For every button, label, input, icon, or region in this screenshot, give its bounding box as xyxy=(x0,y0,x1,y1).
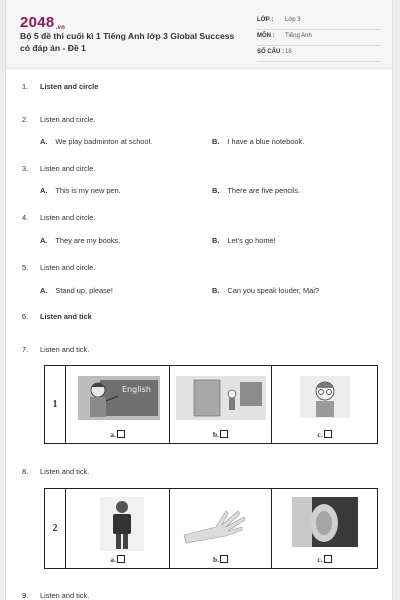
site-logo[interactable]: 2048.vn xyxy=(20,14,66,31)
question-5-option-a[interactable]: A. Stand up, please! xyxy=(40,286,113,295)
picture-cell-b[interactable] xyxy=(170,489,272,569)
question-5-option-b[interactable]: B. Can you speak louder, Mai? xyxy=(212,286,320,295)
option-b-caption: b. xyxy=(170,555,271,564)
checkbox-icon[interactable] xyxy=(220,555,228,563)
question-4-option-b[interactable]: B. Let's go home! xyxy=(212,236,276,245)
document-header xyxy=(6,0,392,69)
meta-question-count: SỐ CÂU : 18 xyxy=(257,46,381,62)
row-number: 2 xyxy=(45,489,66,569)
question-3-option-b[interactable]: B. There are five pencils. xyxy=(212,186,301,195)
picture-table-1 xyxy=(44,365,378,444)
option-c-caption: c. xyxy=(272,555,377,564)
checkbox-icon[interactable] xyxy=(324,430,332,438)
question-4-option-a[interactable]: A. They are my books. xyxy=(40,236,121,245)
checkbox-icon[interactable] xyxy=(324,555,332,563)
picture-table-2 xyxy=(44,488,378,569)
picture-cell-a[interactable] xyxy=(66,489,170,569)
document-page: 2048.vn Bộ 5 đề thi cuối kì 1 Tiếng Anh lớp 3 Global Success có đáp án - Đề 1 LỚP : Lớp 3 MÔN : Tiếng Anh SỐ CÂU : 18 1. Listen and circle 2. Listen and circle. A. We play badminton at school. B. I have a blue notebook. 3. Listen and circle. A. This is my new pen. B. There are five pencils. 4. Listen and circle. A. They are my books. B. Let's go home! 5. Listen and circle. A. Stand up, please! B. Can you speak louder, Mai? 6. Listen and tick 7. Listen and tick. 1 English a. b. c. 8. Listen and tick. 2 a. b. c. 9. Listen and tick. xyxy=(5,0,393,600)
boy-glasses-image xyxy=(300,376,350,418)
checkbox-icon[interactable] xyxy=(117,430,125,438)
picture-cell-c[interactable] xyxy=(272,366,378,444)
ear-image xyxy=(292,497,358,547)
picture-cell-a[interactable] xyxy=(66,366,170,444)
question-3-option-a[interactable]: A. This is my new pen. xyxy=(40,186,121,195)
option-a-caption: a. xyxy=(66,555,169,564)
document-title: Bộ 5 đề thi cuối kì 1 Tiếng Anh lớp 3 Global Success có đáp án - Đề 1 xyxy=(20,31,235,53)
picture-cell-b[interactable] xyxy=(170,366,272,444)
checkbox-icon[interactable] xyxy=(220,430,228,438)
classroom-image xyxy=(176,376,266,420)
option-b-caption: b. xyxy=(170,430,271,439)
meta-subject: MÔN : Tiếng Anh xyxy=(257,30,381,46)
row-number: 1 xyxy=(45,366,66,444)
hand-image xyxy=(182,505,252,545)
option-c-caption: c. xyxy=(272,430,377,439)
checkbox-icon[interactable] xyxy=(117,555,125,563)
meta-grade: LỚP : Lớp 3 xyxy=(257,14,381,30)
picture-cell-c[interactable] xyxy=(272,489,378,569)
teacher-blackboard-image xyxy=(78,376,160,420)
board-text: English xyxy=(122,385,151,394)
question-2-option-a[interactable]: A. We play badminton at school. xyxy=(40,137,153,146)
option-a-caption: a. xyxy=(66,430,169,439)
boy-standing-image xyxy=(100,497,144,551)
question-2-option-b[interactable]: B. I have a blue notebook. xyxy=(212,137,305,146)
